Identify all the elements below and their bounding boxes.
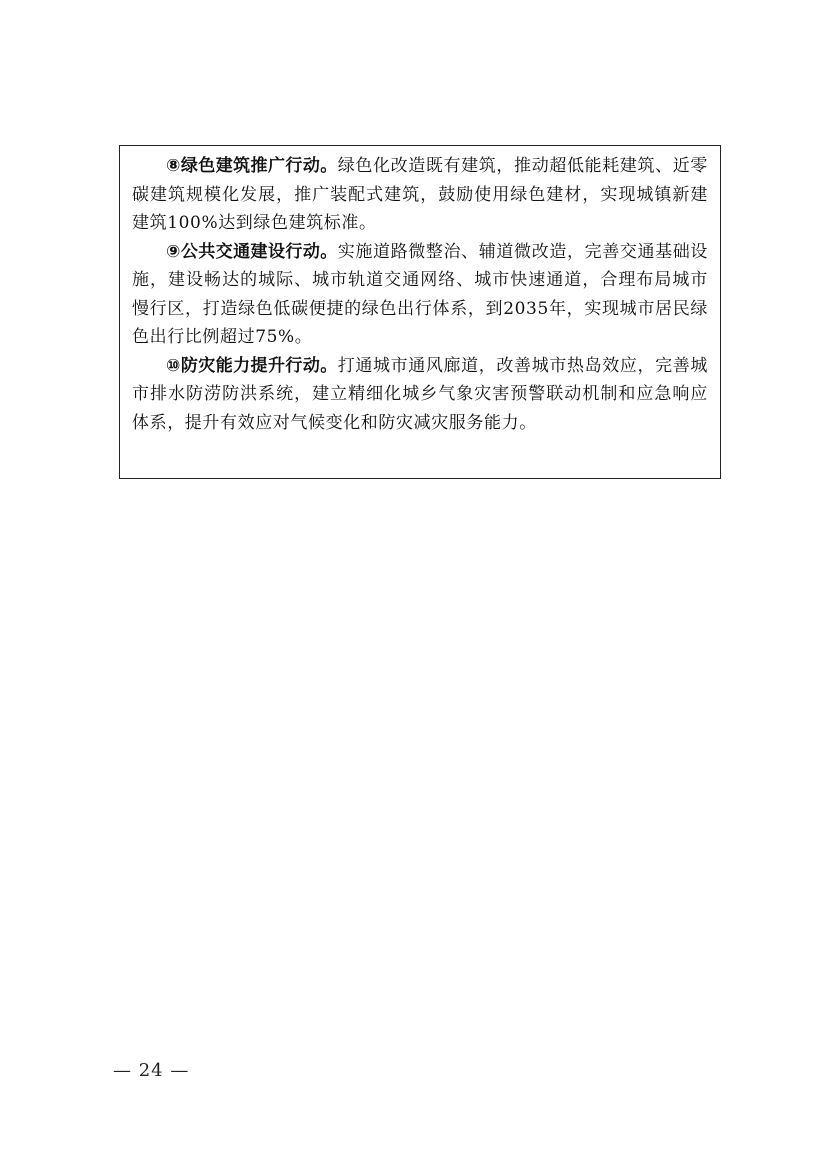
paragraph-public-transport	[132, 238, 708, 352]
paragraph-lead: ⑧绿色建筑推广行动。	[166, 156, 338, 176]
paragraph-lead: ⑩防灾能力提升行动。	[166, 355, 338, 376]
paragraph-lead: ⑨公共交通建设行动。	[166, 241, 338, 262]
page-number: — 24 —	[113, 1060, 190, 1081]
paragraph-disaster-prevention	[132, 352, 708, 438]
paragraph-body: 实施道路微整治、辅道微改造，完善交通基础设施，建设畅达的城际、城市轨道交通网络、城市快速通道，合理布局城市慢行区，打造绿色低碳便捷的绿色出行体系，到2035年，实现城市居民绿色出行比例超过75%。	[132, 241, 708, 347]
paragraph-body: 打通城市通风廊道，改善城市热岛效应，完善城市排水防涝防洪系统，建立精细化城乡气象灾害预警联动机制和应急响应体系，提升有效应对气候变化和防灾减灾服务能力。	[132, 355, 708, 433]
paragraph-green-building	[132, 152, 708, 238]
paragraph-body: 绿色化改造既有建筑，推动超低能耗建筑、近零碳建筑规模化发展，推广装配式建筑，鼓励使用绿色建材，实现城镇新建建筑100%达到绿色建筑标准。	[132, 156, 708, 233]
action-box	[119, 145, 721, 479]
